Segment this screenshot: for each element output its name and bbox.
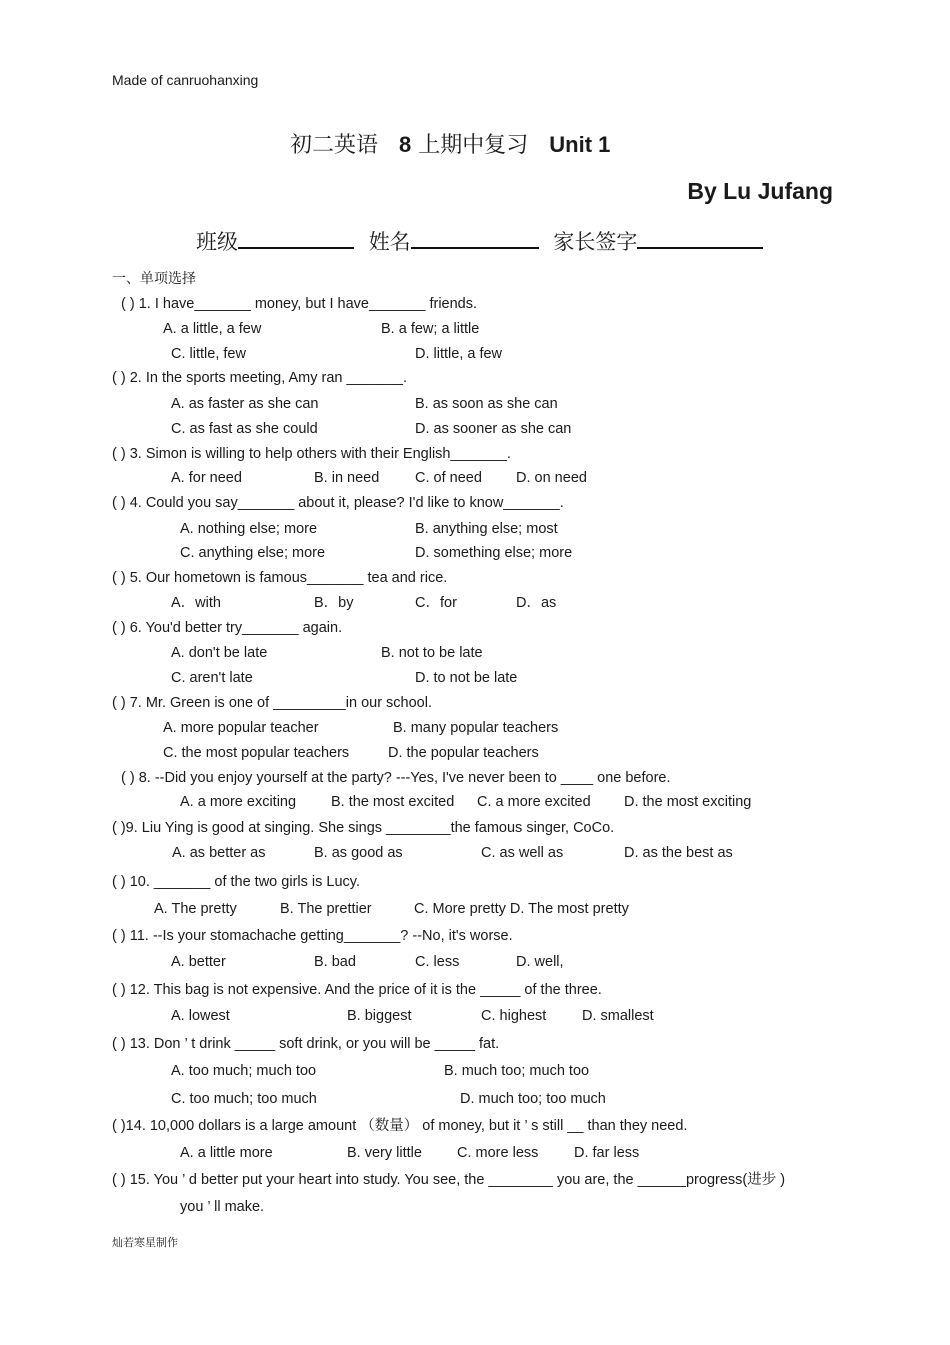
question-6: ( ) 6. You'd better try_______ again. [112,620,343,636]
title-cn1: 初二英语 [290,133,379,158]
header-text: Made of canruohanxing [112,72,259,88]
q9-option-b: B. as good as [314,845,403,861]
name-blank[interactable] [411,227,539,249]
q3-option-d: D. on need [516,470,587,486]
q2-option-b: B. as soon as she can [415,396,558,412]
q3-option-b: B. in need [314,470,380,486]
q9-option-a: A. as better as [172,845,266,861]
question-12: ( ) 12. This bag is not expensive. And the price of it is the _____ of the three. [112,982,602,998]
q1-option-d: D. little, a few [415,346,503,362]
q3-option-a: A. for need [171,470,242,486]
class-label: 班级 [196,230,238,254]
q5-option-a: A．with [171,595,221,611]
q2-option-c: C. as fast as she could [171,421,318,437]
student-info [196,226,771,256]
q6-option-b: B. not to be late [381,645,483,661]
q13-option-a: A. too much; much too [171,1063,317,1079]
q10-option-b: B. The prettier [280,901,372,917]
question-11: ( ) 11. --Is your stomachache getting_______? --No, it's worse. [112,928,513,944]
q11-option-a: A. better [171,954,226,970]
q10-option-cd: C. More pretty D. The most pretty [414,901,629,917]
q6-option-c: C. aren't late [171,670,253,686]
q1-option-a: A. a little, a few [163,321,262,337]
q12-option-b: B. biggest [347,1008,412,1024]
q11-option-d: D. well, [516,954,564,970]
q7-option-c: C. the most popular teachers [163,745,350,761]
question-15: ( ) 15. You ’ d better put your heart into study. You see, the ________ you are, the ______progress(进步 ) [112,1172,786,1188]
q13-option-c: C. too much; too much [171,1091,317,1107]
q8-option-c: C. a more excited [477,794,591,810]
question-14: ( )14. 10,000 dollars is a large amount （数量） of money, but it ’ s still __ than they need. [112,1118,688,1134]
question-3: ( ) 3. Simon is willing to help others with their English_______. [112,446,511,462]
section-title: 一、单项选择 [112,271,196,287]
q1-option-b: B. a few; a little [381,321,480,337]
q3-option-c: C. of need [415,470,482,486]
question-2: ( ) 2. In the sports meeting, Amy ran _______. [112,370,407,386]
q14-option-d: D. far less [574,1145,640,1161]
question-13: ( ) 13. Don ’ t drink _____ soft drink, or you will be _____ fat. [112,1036,500,1052]
q14-option-b: B. very little [347,1145,422,1161]
question-15-continued: you ’ ll make. [180,1199,265,1215]
q5-option-b: B．by [314,595,354,611]
q11-option-b: B. bad [314,954,356,970]
title-num: 8 [399,132,412,157]
parent-signature-blank[interactable] [637,227,763,249]
q13-option-b: B. much too; much too [444,1063,590,1079]
q4-option-d: D. something else; more [415,545,573,561]
q7-option-d: D. the popular teachers [388,745,539,761]
q10-option-a: A. The pretty [154,901,237,917]
q8-option-d: D. the most exciting [624,794,752,810]
question-10: ( ) 10. _______ of the two girls is Lucy. [112,874,360,890]
question-7: ( ) 7. Mr. Green is one of _________in our school. [112,695,432,711]
q7-option-a: A. more popular teacher [163,720,319,736]
q6-option-a: A. don't be late [171,645,268,661]
q6-option-d: D. to not be late [415,670,518,686]
q8-option-a: A. a more exciting [180,794,297,810]
page-title [290,128,610,159]
question-4: ( ) 4. Could you say_______ about it, please? I'd like to know_______. [112,495,564,511]
q7-option-b: B. many popular teachers [393,720,559,736]
q4-option-b: B. anything else; most [415,521,558,537]
question-8: ( ) 8. --Did you enjoy yourself at the party? ---Yes, I've never been to ____ one before. [121,770,671,786]
q4-option-c: C. anything else; more [180,545,326,561]
q2-option-d: D. as sooner as she can [415,421,572,437]
q5-option-d: D．as [516,595,557,611]
q12-option-a: A. lowest [171,1008,230,1024]
q4-option-a: A. nothing else; more [180,521,318,537]
name-label: 姓名 [368,230,411,254]
q9-option-c: C. as well as [481,845,564,861]
q12-option-d: D. smallest [582,1008,654,1024]
q8-option-b: B. the most excited [331,794,455,810]
question-9: ( )9. Liu Ying is good at singing. She sings ________the famous singer, CoCo. [112,820,615,836]
class-blank[interactable] [238,227,354,249]
title-unit: Unit 1 [549,132,611,157]
q14-option-c: C. more less [457,1145,539,1161]
q2-option-a: A. as faster as she can [171,396,319,412]
title-cn2: 上期中复习 [418,133,529,158]
question-1: ( ) 1. I have_______ money, but I have_______ friends. [121,296,478,312]
q1-option-c: C. little, few [171,346,246,362]
q13-option-d: D. much too; too much [460,1091,606,1107]
author: By Lu Jufang [687,178,833,204]
parent-signature-label: 家长签字 [553,230,638,254]
q14-option-a: A. a little more [180,1145,273,1161]
q5-option-c: C．for [415,595,457,611]
q9-option-d: D. as the best as [624,845,733,861]
q12-option-c: C. highest [481,1008,547,1024]
q11-option-c: C. less [415,954,460,970]
question-5: ( ) 5. Our hometown is famous_______ tea and rice. [112,570,448,586]
footer-text: 灿若寒星制作 [112,1236,178,1249]
